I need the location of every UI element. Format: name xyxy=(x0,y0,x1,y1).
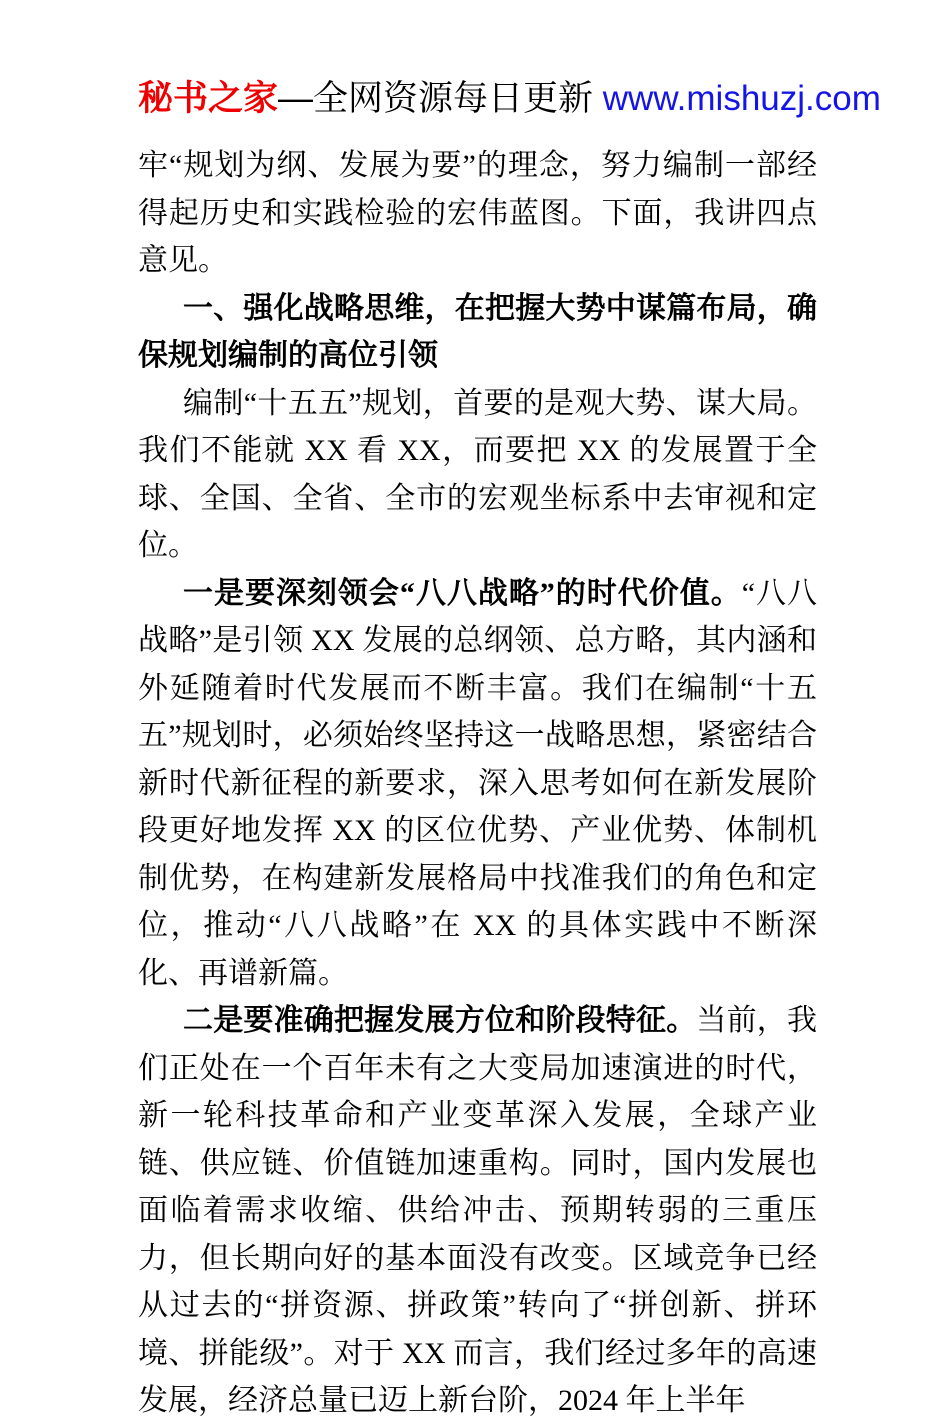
paragraph-point-1-body: “八八战略”是引领 XX 发展的总纲领、总方略，其内涵和外延随着时代发展而不断丰富。我们在编制“十五五”规划时，必须始终坚持这一战略思想，紧密结合新时代新征程的新要求，深入思考如何在新发展阶段更好地发挥 XX 的区位优势、产业优势、体制机制优势，在构建新发展格局中找准我们的角色和定位，推动“八八战略”在 XX 的具体实践中不断深化、再谱新篇。 xyxy=(138,576,817,990)
header-dash: — xyxy=(278,79,314,118)
paragraph-point-1-lead: 一是要深刻领会“八八战略”的时代价值。 xyxy=(183,576,742,610)
section-heading-1: 一、强化战略思维，在把握大势中谋篇布局，确保规划编制的高位引领 xyxy=(138,291,817,372)
paragraph-continuation: 牢“规划为纲、发展为要”的理念，努力编制一部经得起历史和实践检验的宏伟蓝图。下面，我讲四点意见。 xyxy=(138,149,817,277)
site-header xyxy=(138,78,881,120)
document-body xyxy=(138,142,817,1425)
site-url-link[interactable]: www.mishuzj.com xyxy=(602,79,881,118)
paragraph-point-2-body: 当前，我们正处在一个百年未有之大变局加速演进的时代，新一轮科技革命和产业变革深入发展，全球产业链、供应链、价值链加速重构。同时，国内发展也面临着需求收缩、供给冲击、预期转弱的三重压力，但长期向好的基本面没有改变。区域竞争已经从过去的“拼资源、拼政策”转向了“拼创新、拼环境、拼能级”。对于 XX 而言，我们经过多年的高速发展，经济总量已迈上新台阶，2024 年上半年 xyxy=(138,1004,818,1417)
site-tagline: 全网资源每日更新 xyxy=(313,79,594,118)
site-name: 秘书之家 xyxy=(138,79,279,118)
paragraph-point-2 xyxy=(138,997,817,1425)
paragraph-overview: 编制“十五五”规划，首要的是观大势、谋大局。我们不能就 XX 看 XX，而要把 XX 的发展置于全球、全国、全省、全市的宏观坐标系中去审视和定位。 xyxy=(138,386,817,562)
paragraph-point-1 xyxy=(138,570,817,998)
paragraph-point-2-lead: 二是要准确把握发展方位和阶段特征。 xyxy=(183,1004,697,1037)
header-space xyxy=(593,79,603,118)
